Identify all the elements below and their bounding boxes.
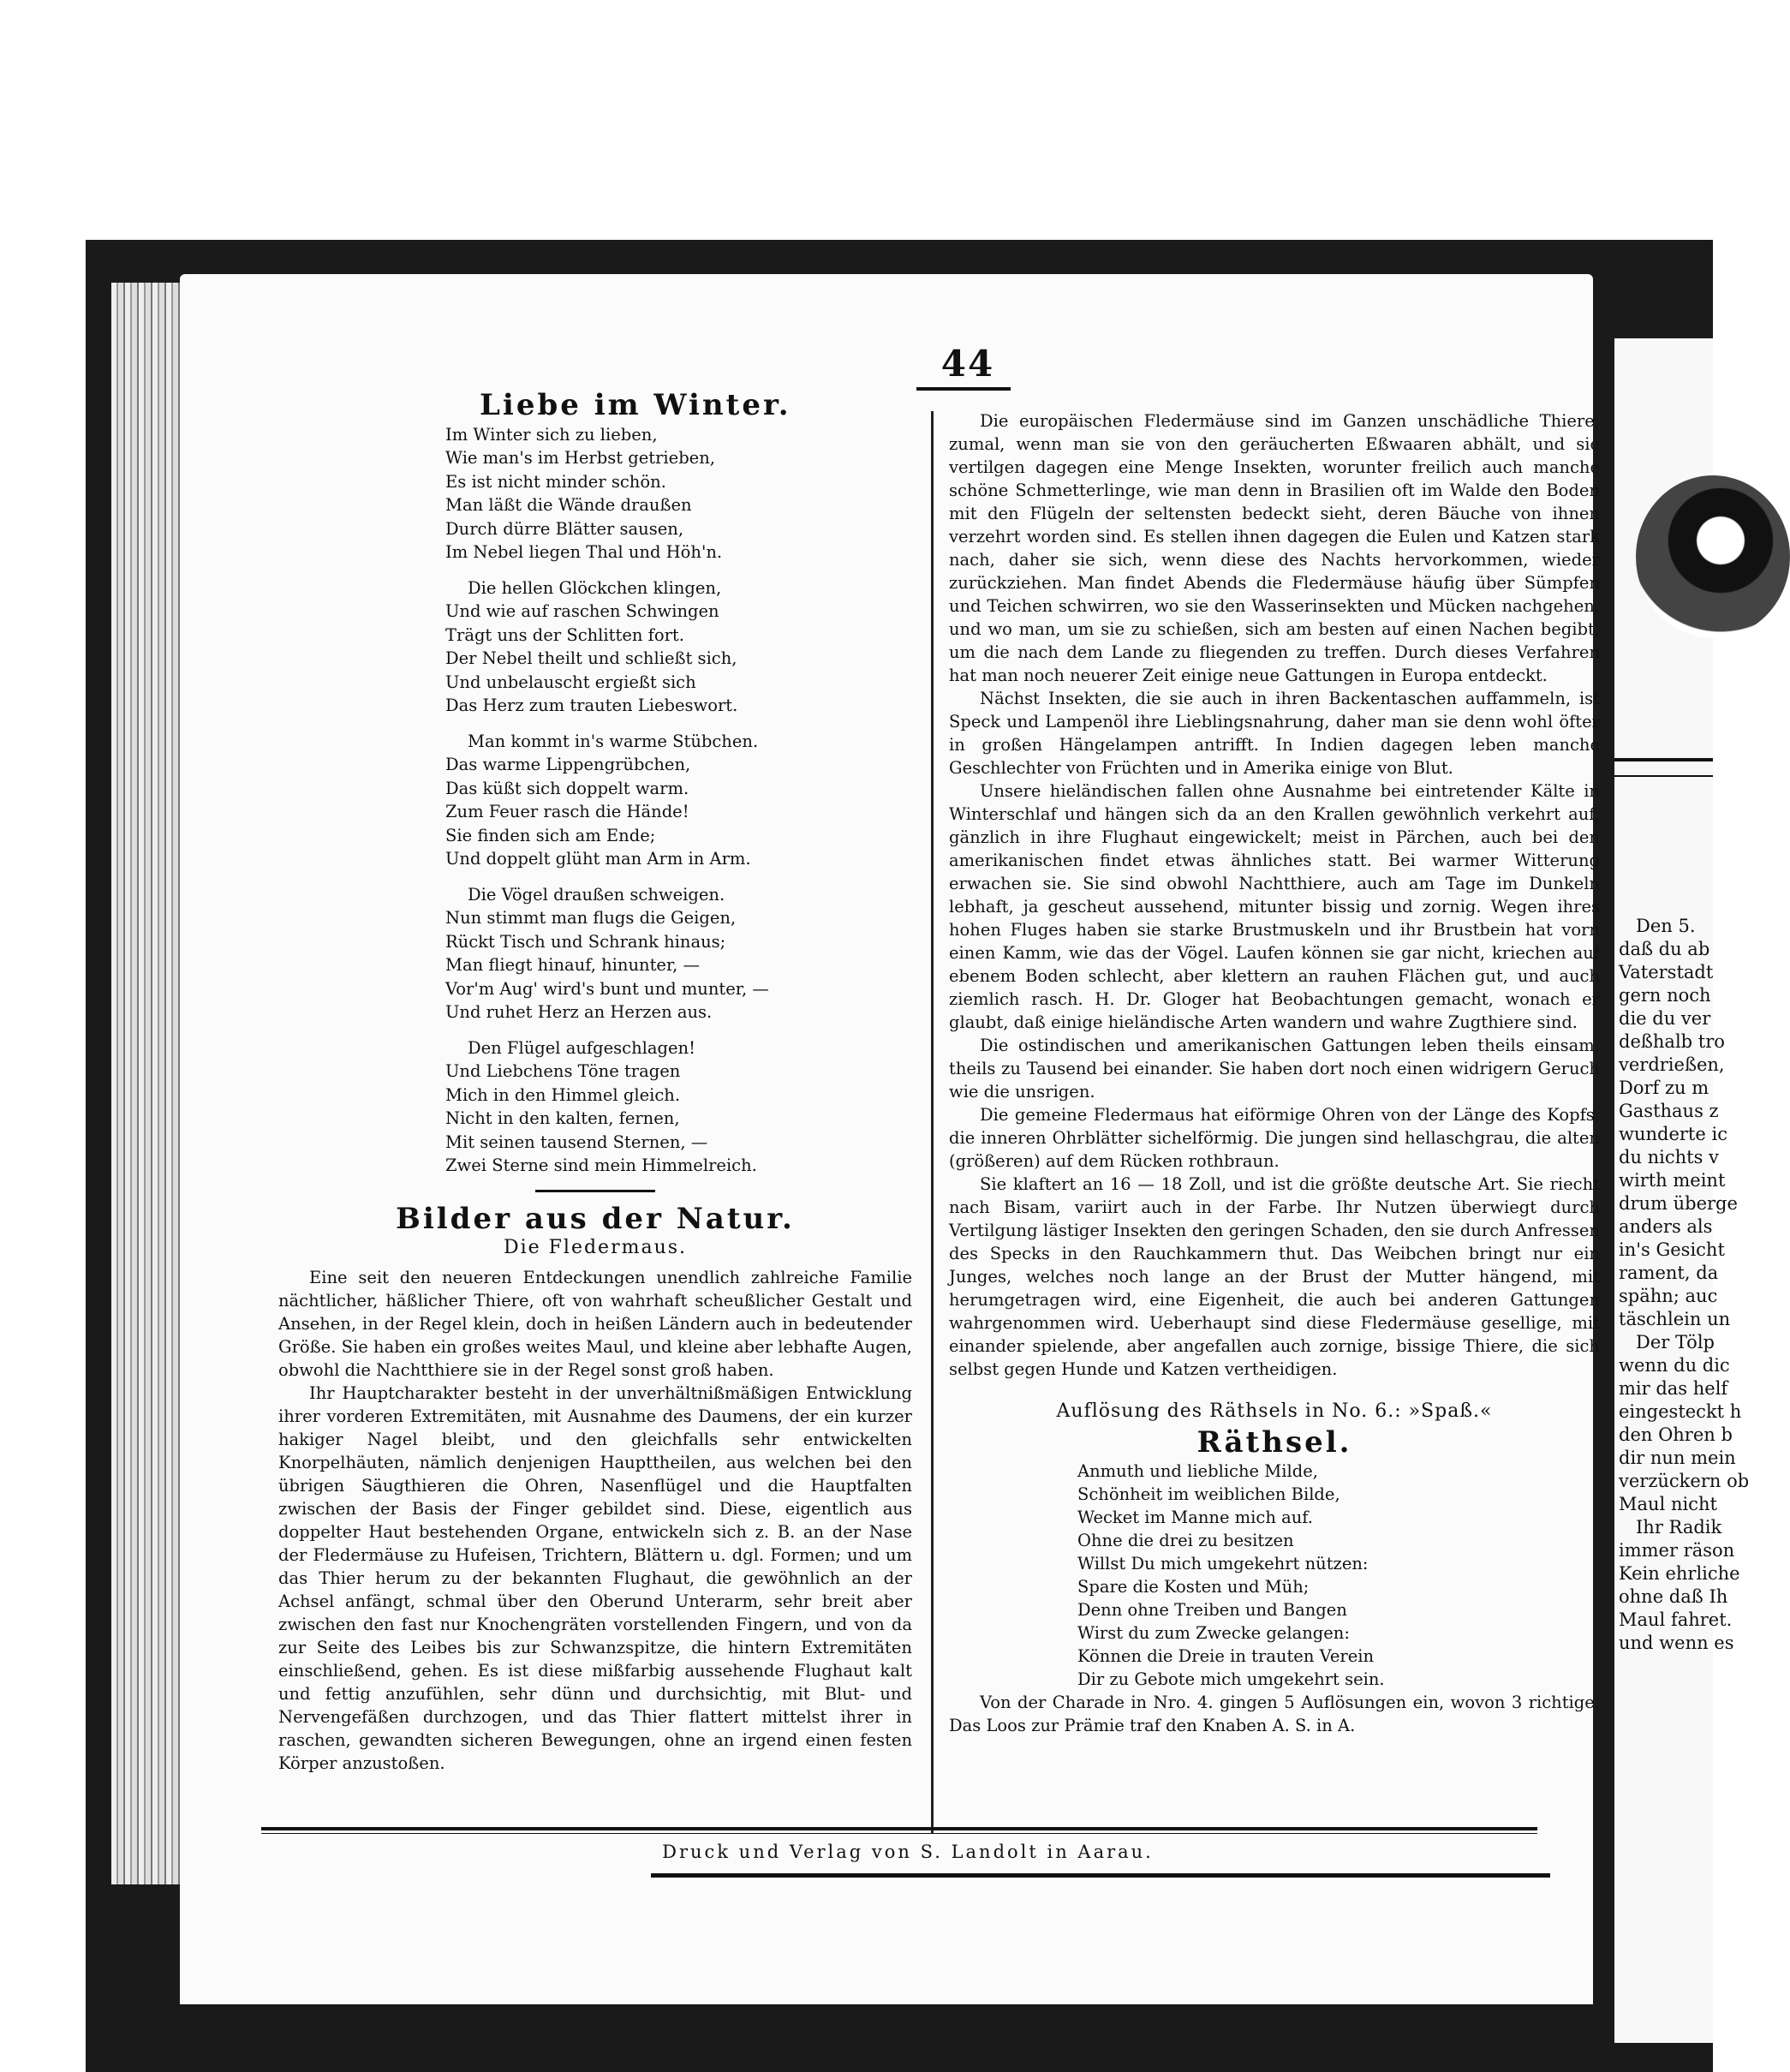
right-page-line: und wenn es	[1619, 1633, 1734, 1653]
article-paragraph: Die gemeine Fledermaus hat eiförmige Ohren von der Länge des Kopfs, die inneren Ohrblätter sichelförmig. Die jungen sind hellaschgrau, die alten (größeren) auf dem Rücken rothbraun.	[949, 1105, 1600, 1171]
page-number-rule	[916, 387, 1011, 391]
right-page-text	[1619, 915, 1750, 1655]
article-subtitle: Die Fledermaus.	[503, 1236, 688, 1258]
article-paragraph: Die ostindischen und amerikanischen Gattungen leben theils einsam, theils zu Tausend bei einander. Sie haben dort noch einen widrigern Geruch wie die unsrigen.	[949, 1036, 1600, 1102]
right-page-line: täschlein un	[1619, 1309, 1731, 1329]
riddle-line: Willst Du mich umgekehrt nützen:	[1077, 1554, 1369, 1573]
poem-line: Das küßt sich doppelt warm.	[445, 778, 689, 798]
poem-line: Die hellen Glöckchen klingen,	[468, 577, 722, 598]
section-rule	[535, 1190, 655, 1192]
poem-line: Wie man's im Herbst getrieben,	[445, 448, 715, 468]
poem	[278, 388, 912, 1178]
poem-line: Im Nebel liegen Thal und Höh'n.	[445, 542, 723, 562]
right-page-line: Maul nicht	[1619, 1494, 1717, 1514]
right-page-line: verdrießen,	[1619, 1054, 1725, 1075]
poem-stanza	[445, 576, 912, 718]
poem-title: Liebe im Winter.	[480, 388, 791, 422]
poem-line: Man fliegt hinauf, hinunter, —	[445, 955, 701, 975]
riddle-line: Spare die Kosten und Müh;	[1077, 1577, 1310, 1597]
right-page-line: die du ver	[1619, 1008, 1711, 1029]
right-page-line: Ihr Radik	[1636, 1517, 1722, 1538]
poem-line: Im Winter sich zu lieben,	[445, 424, 658, 445]
right-page-line: wenn du dic	[1619, 1355, 1730, 1376]
right-page-line: Gasthaus z	[1619, 1101, 1719, 1121]
riddle-title: Räthsel.	[1196, 1425, 1352, 1460]
footer-rule	[261, 1827, 1537, 1830]
page-number: 44	[940, 343, 995, 385]
article-paragraph: Die europäischen Fledermäuse sind im Ganzen unschädliche Thiere, zumal, wenn man sie von den geräucherten Eßwaaren abhält, und sie vertilgen dagegen eine Menge Insekten, worunter freilich auch manche schöne Schmetterlinge, wie man denn in Brasilien oft im Walde den Boden mit den Flügeln der seltensten bedeckt sieht, deren Bäuche von ihnen verzehrt worden sind. Es stellen ihnen dagegen die Eulen und Katzen stark nach, daher sie sich, wenn diese des Nachts hervorkommen, wieder zurückziehen. Man findet Abends die Fledermäuse häufig über Sümpfen und Teichen schwirren, wo sie den Wasserinsekten und Mücken nachgehen, und wo man, um sie zu schießen, sich am besten auf einen Nachen begibt, um die nach dem Lande zu fliegenden zu treffen. Durch dieses Verfahren hat man noch neuerer Zeit einige neue Gattungen in Europa entdeckt.	[949, 411, 1600, 685]
riddle-line: Wecket im Manne mich auf.	[1077, 1508, 1313, 1527]
riddle	[949, 1460, 1600, 1691]
riddle-line: Denn ohne Treiben und Bangen	[1077, 1600, 1347, 1620]
right-page-line: daß du ab	[1619, 939, 1710, 959]
riddle-line: Schönheit im weiblichen Bilde,	[1077, 1484, 1340, 1504]
right-page-line: eingesteckt h	[1619, 1401, 1742, 1422]
right-page-line: in's Gesicht	[1619, 1239, 1725, 1260]
poem-line: Nun stimmt man flugs die Geigen,	[445, 908, 737, 928]
right-page-line: verzückern ob	[1619, 1471, 1750, 1491]
column-divider	[931, 411, 934, 1833]
right-page-line: anders als	[1619, 1216, 1713, 1237]
right-page-line: den Ohren b	[1619, 1424, 1733, 1445]
riddle-line: Können die Dreie in trauten Verein	[1077, 1646, 1375, 1666]
right-page-line: wunderte ic	[1619, 1124, 1727, 1144]
riddle-line: Anmuth und liebliche Milde,	[1077, 1461, 1318, 1481]
poem-line: Den Flügel aufgeschlagen!	[468, 1037, 695, 1058]
poem-stanza	[445, 883, 912, 1024]
poem-line: Durch dürre Blätter sausen,	[445, 518, 684, 539]
poem-line: Man kommt in's warme Stübchen.	[468, 731, 759, 751]
poem-line: Mit seinen tausend Sternen, —	[445, 1132, 708, 1152]
right-page-line: du nichts v	[1619, 1147, 1719, 1167]
right-page-line: Maul fahret.	[1619, 1609, 1733, 1630]
right-column	[949, 409, 1600, 1737]
right-page-line: Der Tölp	[1636, 1332, 1715, 1352]
poem-line: Nicht in den kalten, fernen,	[445, 1108, 680, 1128]
right-page-line: immer räson	[1619, 1540, 1735, 1561]
poem-line: Die Vögel draußen schweigen.	[468, 884, 725, 905]
right-page-line: dir nun mein	[1619, 1448, 1736, 1468]
bottom-rule	[651, 1873, 1550, 1878]
right-page-rule	[1614, 775, 1713, 777]
poem-line: Zwei Sterne sind mein Himmelreich.	[445, 1155, 757, 1175]
riddle-line: Wirst du zum Zwecke gelangen:	[1077, 1623, 1350, 1643]
article-paragraph: Unsere hieländischen fallen ohne Ausnahme bei eintretender Kälte in Winterschlaf und hängen sich da an den Krallen gewöhnlich verkehrt auf, gänzlich in ihre Flughaut eingewickelt; meist in Pärchen, auch bei den amerikanischen findet etwas ähnliches statt. Bei warmer Witterung erwachen sie. Sie sind obwohl Nachtthiere, auch am Tage im Dunkeln lebhaft, ja gescheut aussehend, mitunter bissig und zornig. Wegen ihres hohen Fluges haben sie starke Brustmuskeln und ihr Brustbein hat vorn einen Kamm, wie das der Vögel. Laufen können sie gar nicht, kriechen auf ebenem Boden schlecht, aber klettern an rauhen Flächen gut, und auch ziemlich rasch. H. Dr. Gloger hat Beobachtungen gemacht, wonach er glaubt, daß einige hieländische Arten wandern und wahre Zugthiere sind.	[949, 781, 1600, 1032]
right-page-line: ohne daß Ih	[1619, 1586, 1728, 1607]
ornament-graphic	[1636, 475, 1790, 638]
poem-line: Mich in den Himmel gleich.	[445, 1084, 681, 1105]
poem-line: Es ist nicht minder schön.	[445, 471, 666, 492]
poem-line: Und doppelt glüht man Arm in Arm.	[445, 849, 751, 869]
right-page-line: mir das helf	[1619, 1378, 1728, 1399]
riddle-note: Von der Charade in Nro. 4. gingen 5 Auflösungen ein, wovon 3 richtige. Das Loos zur Prämie traf den Knaben A. S. in A.	[949, 1693, 1600, 1735]
riddle-line: Ohne die drei zu besitzen	[1077, 1531, 1294, 1550]
article-paragraph: Ihr Hauptcharakter besteht in der unverhältnißmäßigen Entwicklung ihrer vorderen Extremitäten, mit Ausnahme des Daumens, der ein kurzer hakiger Nagel bleibt, und den gleichfalls sehr entwickelten Knorpelhäuten, nämlich denjenigen Haupttheilen, aus welchen bei den übrigen Säugthieren die Ohren, Nasenflügel und die Hauptfalten zwischen der Basis der Finger gebildet sind. Diese, eigentlich aus doppelter Haut bestehenden Organe, entwickeln sich z. B. an der Nase der Fledermäuse zu Hufeisen, Trichtern, Blättern u. dgl. Formen; und um das Thier herum zu der bekannten Flughaut, die gewöhnlich an der Achsel anfängt, schmal über den Oberund Unterarm, sehr breit aber zwischen den fast nur Knochengräten vorstellenden Fingern, und von da zur Seite des Leibes bis zur Schwanzspitze, die hintern Extremitäten einschließend, gehen. Es ist diese mißfarbig aussehende Flughaut kalt und fettig anzufühlen, sehr dünn und durchsichtig, mit Blut- und Nervengefäßen durchzogen, und das Thier flattert mittelst ihrer in raschen, gewandten sicheren Bewegungen, ohne an irgend einen festen Körper anzustoßen.	[278, 1382, 912, 1773]
poem-line: Das warme Lippengrübchen,	[445, 755, 691, 774]
poem-line: Und Liebchens Töne tragen	[445, 1061, 681, 1081]
right-page-line: drum überge	[1619, 1193, 1738, 1214]
poem-line: Zum Feuer rasch die Hände!	[445, 802, 689, 821]
poem-line: Vor'm Aug' wird's bunt und munter, —	[445, 978, 769, 999]
poem-line: Rückt Tisch und Schrank hinaus;	[445, 931, 726, 952]
section-title: Bilder aus der Natur.	[396, 1201, 795, 1236]
right-page-line: Kein ehrliche	[1619, 1563, 1740, 1584]
poem-line: Das Herz zum trauten Liebeswort.	[445, 696, 738, 715]
footer-rule-thin	[261, 1833, 1537, 1834]
right-page-line: rament, da	[1619, 1263, 1719, 1283]
right-page-line: deßhalb tro	[1619, 1031, 1725, 1052]
right-page-rule	[1614, 758, 1713, 761]
poem-line: Man läßt die Wände draußen	[445, 495, 692, 515]
poem-line: Und unbelauscht ergießt sich	[445, 672, 696, 692]
poem-line: Trägt uns der Schlitten fort.	[445, 624, 684, 645]
right-page-line: spähn; auc	[1619, 1286, 1718, 1306]
riddle-solution: Auflösung des Räthsels in No. 6.: »Spaß.«	[1056, 1400, 1493, 1422]
right-page-line: wirth meint	[1619, 1170, 1726, 1191]
article-paragraph: Sie klaftert an 16 — 18 Zoll, und ist die größte deutsche Art. Sie riecht nach Bisam, variirt auch in der Farbe. Ihr Nutzen überwiegt durch Vertilgung lästiger Insekten den geringen Schaden, den sie durch Anfressen des Specks in den Rauchkammern thut. Das Weibchen bringt nur ein Junges, welches noch lange an der Brust der Mutter hängend, mit herumgetragen wird, eine Eigenheit, die auch bei anderen Gattungen wahrgenommen wird. Ueberhaupt sind diese Fledermäuse gesellige, mit einander spielende, aber angefallen auch zornige, bissige Thiere, die sich selbst gegen Hunde und Katzen vertheidigen.	[949, 1174, 1600, 1379]
poem-stanza	[445, 730, 912, 871]
poem-line: Und wie auf raschen Schwingen	[445, 601, 719, 621]
poem-line: Der Nebel theilt und schließt sich,	[445, 648, 737, 668]
article-paragraph: Eine seit den neueren Entdeckungen unendlich zahlreiche Familie nächtlicher, häßlicher Thiere, oft von wahrhaft scheußlicher Gestalt und Ansehen, in der Regel klein, doch in heißen Ländern auch in bedeutender Größe. Sie haben ein großes weites Maul, und kleine aber lebhafte Augen, obwohl die Nachtthiere sie in der Regel sonst groß haben.	[278, 1267, 912, 1380]
article-paragraph: Nächst Insekten, die sie auch in ihren Backentaschen auffammeln, ist Speck und Lampenöl ihre Lieblingsnahrung, daher man sie denn wohl öfter in großen Hängelampen antrifft. In Indien dagegen leben manche Geschlechter von Früchten und in Amerika einige von Blut.	[949, 689, 1600, 778]
right-page-line: Den 5.	[1636, 916, 1696, 936]
right-page-line: Dorf zu m	[1619, 1078, 1709, 1098]
right-page-line: gern noch	[1619, 985, 1711, 1006]
poem-line: Sie finden sich am Ende;	[445, 825, 656, 845]
poem-line: Und ruhet Herz an Herzen aus.	[445, 1002, 713, 1022]
riddle-line: Dir zu Gebote mich umgekehrt sein.	[1077, 1669, 1385, 1689]
poem-stanza	[445, 423, 912, 564]
right-page-line: Vaterstadt	[1619, 962, 1714, 982]
poem-stanza	[445, 1036, 912, 1178]
left-column	[278, 388, 912, 1775]
imprint: Druck und Verlag von S. Landolt in Aarau.	[662, 1842, 1154, 1862]
